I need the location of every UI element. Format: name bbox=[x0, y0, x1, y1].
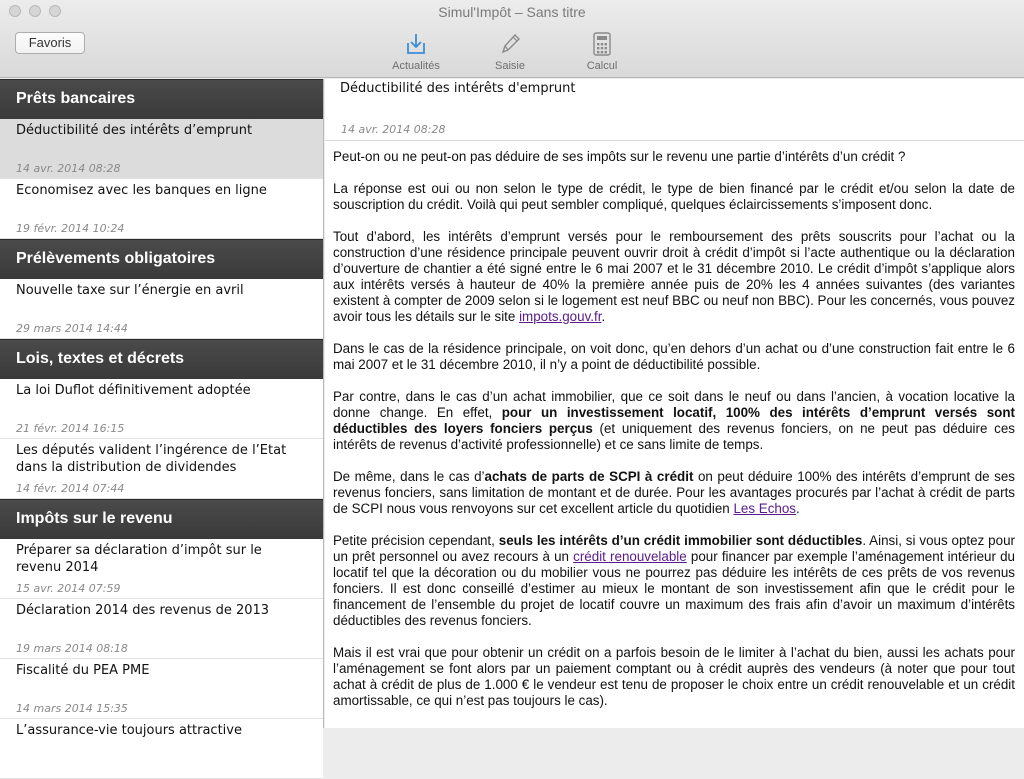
article-date: 14 avr. 2014 08:28 bbox=[341, 123, 446, 136]
list-item-title: Déductibilité des intérêts d’emprunt bbox=[16, 123, 253, 138]
list-item[interactable] bbox=[0, 379, 323, 439]
calculator-icon bbox=[567, 30, 637, 56]
list-item[interactable] bbox=[0, 599, 323, 659]
article-paragraph: Par contre, dans le cas d’un achat immobilier, que ce soit dans le neuf ou dans l’ancien, à vocation locative la donne change. En effet, pour un investissement locatif, 100% des intérêts d’emprunt versés sont déductibles des loyers fonciers perçus (et uniquement des revenus fonciers, on ne peut pas déduire ces intérêts de revenus d’activité professionnelle) et ce sans limite de temps. bbox=[333, 389, 1015, 452]
list-item-title: Les députés valident l’ingérence de l’Etat dans la distribution de dividendes bbox=[16, 443, 287, 475]
list-item-date: 14 avr. 2014 08:28 bbox=[16, 162, 121, 175]
list-item-title: L’assurance-vie toujours attractive bbox=[16, 723, 242, 738]
actualites-label: Actualités bbox=[392, 60, 440, 72]
article-paragraph: De même, dans le cas d’achats de parts de SCPI à crédit on peut déduire 100% des intérêts d’emprunt de ses revenus fonciers, sans limitation de montant et de durée. Pour les avantages procurés par l’achat à crédit de parts de SCPI nous vous renvoyons sur cet excellent article du quotidien Les Echos. bbox=[333, 469, 1015, 516]
article-paragraph: Tout d’abord, les intérêts d’emprunt versés pour le remboursement des prêts souscrits pour l’achat ou la construction d’une résidence principale peuvent ouvrir droit à crédit d’impôt si l’acte authentique ou la déclaration d’ouverture de chantier a été signé entre le 6 mai 2007 et le 31 décembre 2010. Le crédit d’impôt s’applique alors aux intérêts versés à hauteur de 40% la première année puis de 20% les 4 années suivantes (des variantes existent à compter de 2009 selon si le logement est neuf BBC ou neuf non BBC). Pour les concernés, vous pouvez avoir tous les détails sur le site impots.gouv.fr. bbox=[333, 229, 1015, 324]
calcul-button[interactable] bbox=[567, 30, 637, 76]
les-echos-link[interactable]: Les Echos bbox=[733, 501, 796, 516]
list-item[interactable] bbox=[0, 439, 323, 499]
favoris-button[interactable]: Favoris bbox=[15, 32, 85, 54]
article-title: Déductibilité des intérêts d'emprunt bbox=[340, 81, 576, 96]
credit-renouvelable-link[interactable]: crédit renouvelable bbox=[573, 549, 687, 564]
list-item[interactable] bbox=[0, 279, 323, 339]
article-paragraph: Peut-on ou ne peut-on pas déduire de ses impôts sur le revenu une partie d’intérêts d’un crédit ? bbox=[333, 149, 906, 164]
list-item-title: Economisez avec les banques en ligne bbox=[16, 183, 267, 198]
list-item-date: 21 févr. 2014 16:15 bbox=[16, 422, 125, 435]
calcul-label: Calcul bbox=[586, 60, 618, 72]
list-item-date: 15 avr. 2014 07:59 bbox=[16, 582, 121, 595]
list-item[interactable] bbox=[0, 179, 323, 239]
article-list-sidebar bbox=[0, 79, 324, 738]
article-content-pane bbox=[325, 79, 1024, 728]
list-item-date: 19 mars 2014 08:18 bbox=[16, 642, 128, 655]
article-paragraph: Petite précision cependant, seuls les intérêts d’un crédit immobilier sont déductibles. Ainsi, si vous optez pour un prêt personnel ou avez recours à un crédit renouvelable pour financer par exemple l’aménagement intérieur du locatif tel que la décoration ou du mobilier vous ne pourrez pas déduire les intérêts de ces prêts de vos revenus fonciers. Il est donc conseillé d’estimer au mieux le montant de son investissement afin que le crédit pour le financement de l’ensemble du projet de locatif couvre un maximum des frais afin d’avoir un maximum d’intérêts déductibles des revenus fonciers. bbox=[333, 533, 1015, 628]
list-item[interactable] bbox=[0, 119, 323, 179]
impots-gouv-link[interactable]: impots.gouv.fr bbox=[519, 309, 602, 324]
article-header bbox=[325, 79, 1024, 141]
list-item-title: Fiscalité du PEA PME bbox=[16, 663, 150, 678]
download-tray-icon bbox=[381, 30, 451, 56]
saisie-label: Saisie bbox=[495, 60, 525, 72]
window-toolbar bbox=[0, 0, 1024, 78]
list-item-title: Nouvelle taxe sur l’énergie en avril bbox=[16, 283, 244, 298]
article-body bbox=[325, 141, 1024, 709]
pencil-icon bbox=[475, 30, 545, 56]
section-header-prelevements: Prélèvements obligatoires bbox=[0, 239, 323, 279]
list-item-title: Déclaration 2014 des revenus de 2013 bbox=[16, 603, 270, 618]
actualites-button[interactable] bbox=[381, 30, 451, 76]
article-paragraph: La réponse est oui ou non selon le type de crédit, le type de bien financé par le crédit et/ou selon la date de souscription du crédit. Voilà qui peut sembler compliqué, quelques éclaircissements s’imposent donc. bbox=[333, 181, 1015, 212]
section-header-impots-revenu: Impôts sur le revenu bbox=[0, 499, 323, 539]
saisie-button[interactable] bbox=[475, 30, 545, 76]
list-item-date: 29 mars 2014 14:44 bbox=[16, 322, 128, 335]
list-item-title: Préparer sa déclaration d’impôt sur le revenu 2014 bbox=[16, 543, 262, 575]
list-item[interactable] bbox=[0, 719, 323, 779]
list-item-date: 14 févr. 2014 07:44 bbox=[16, 482, 125, 495]
article-paragraph: Mais il est vrai que pour obtenir un crédit on a parfois besoin de le limiter à l’achat du bien, aussi les achats pour l’aménagement se font alors par un paiement comptant ou à crédit auprès des vendeurs (à noter que pour tout achat à crédit de plus de 1.000 € le vendeur est tenu de proposer le choix entre un crédit renouvelable et un crédit amortissable, ce qui n’est pas toujours le cas). bbox=[333, 645, 1015, 708]
list-item-date: 19 févr. 2014 10:24 bbox=[16, 222, 125, 235]
window-title: Simul'Impôt – Sans titre bbox=[438, 4, 586, 20]
list-item-title: La loi Duflot définitivement adoptée bbox=[16, 383, 251, 398]
article-paragraph: Dans le cas de la résidence principale, on voit donc, qu’en dehors d’un achat ou d’une construction fait entre le 6 mai 2007 et le 31 décembre 2010, il n’y a point de déductibilité possible. bbox=[333, 341, 1015, 372]
list-item-date: 14 mars 2014 15:35 bbox=[16, 702, 128, 715]
section-header-prets-bancaires: Prêts bancaires bbox=[0, 79, 323, 119]
list-item[interactable] bbox=[0, 539, 323, 599]
section-header-lois: Lois, textes et décrets bbox=[0, 339, 323, 379]
list-item[interactable] bbox=[0, 659, 323, 719]
